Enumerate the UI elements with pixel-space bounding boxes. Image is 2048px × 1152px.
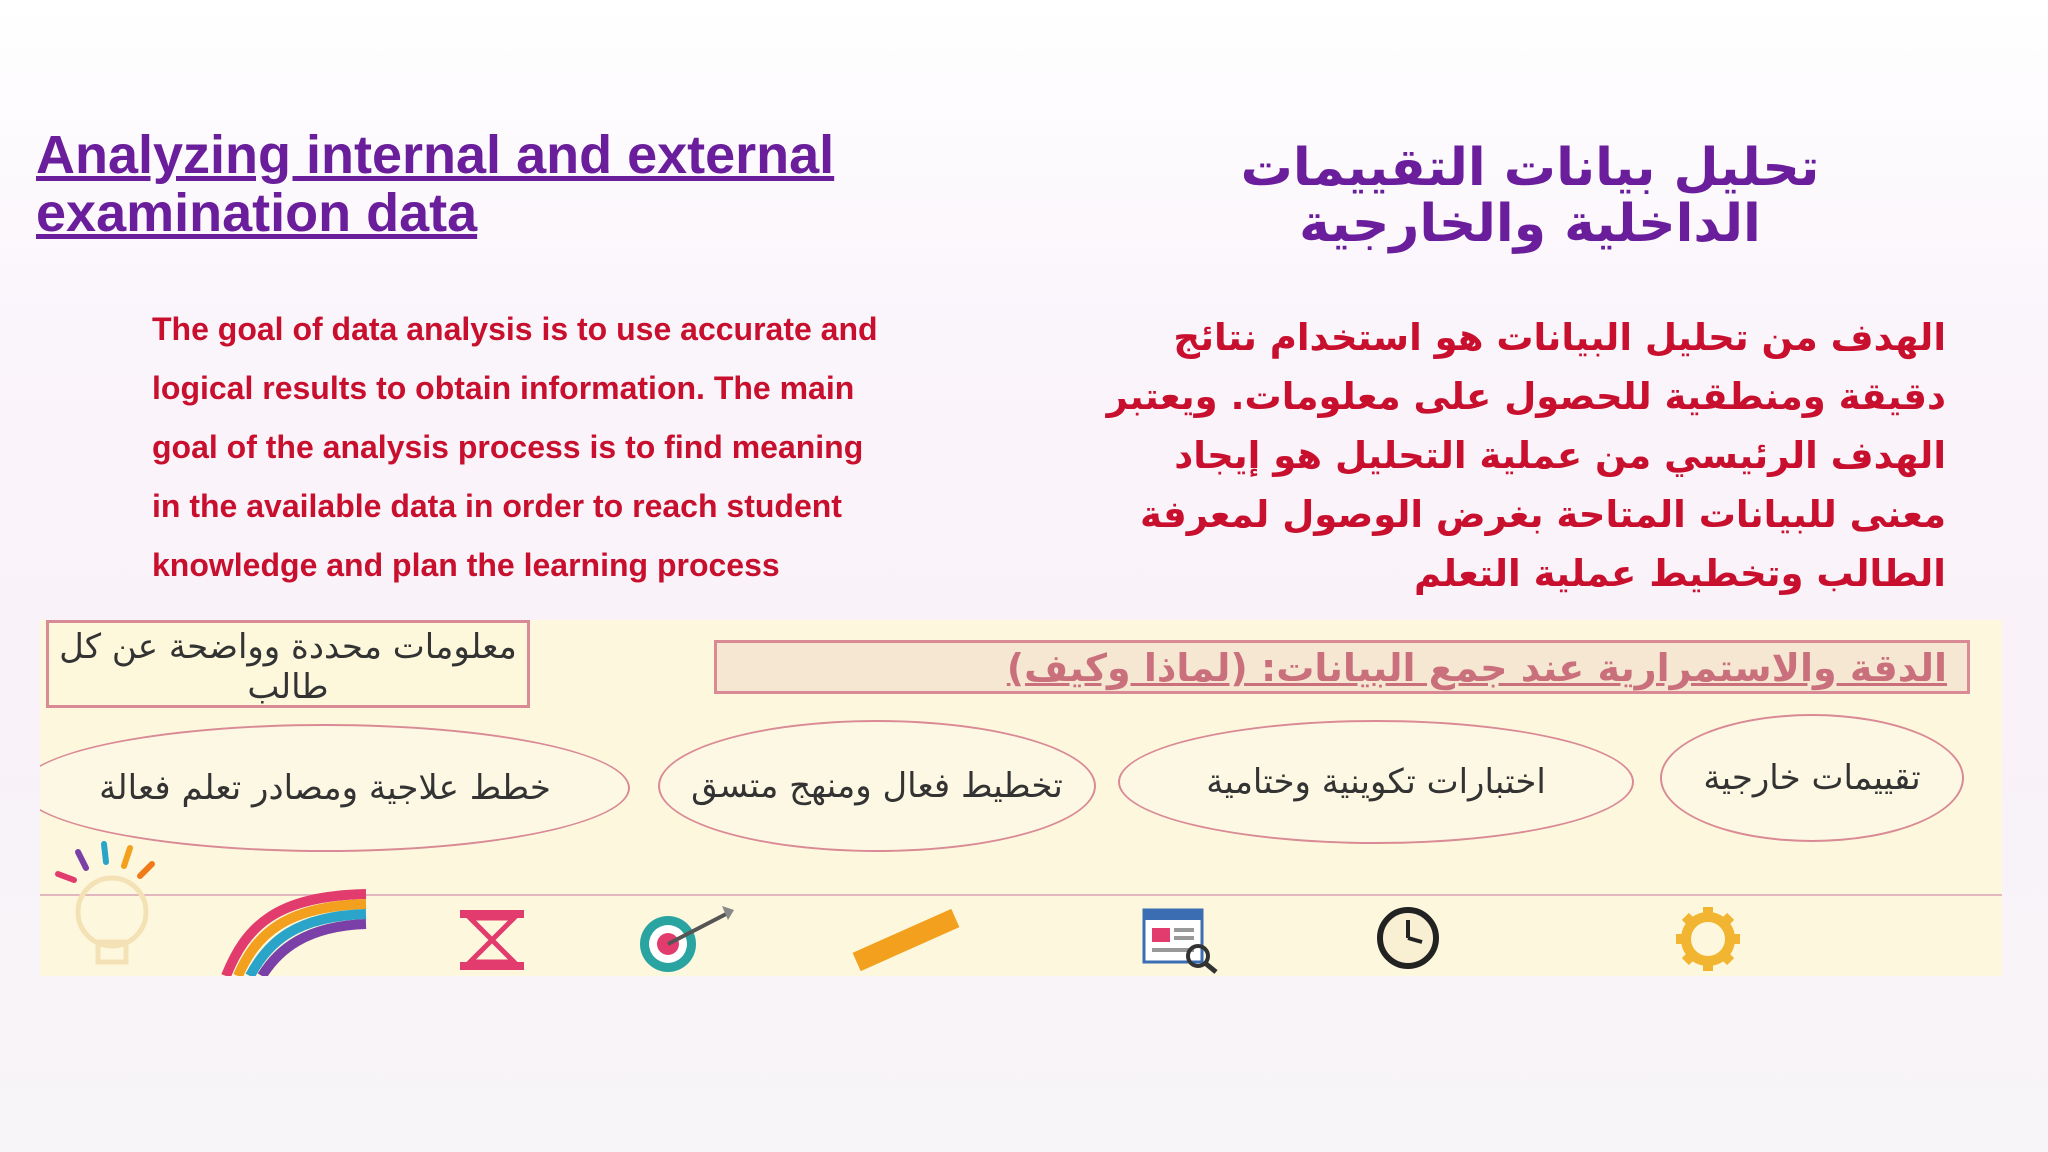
english-title: Analyzing internal and external examination data: [36, 125, 835, 243]
lightbulb-icon: [48, 838, 198, 968]
ruler-icon: [846, 906, 962, 976]
ellipse-formative-summative-tests: اختبارات تكوينية وختامية: [1118, 720, 1634, 844]
english-paragraph: The goal of data analysis is to use accurate and logical results to obtain information. The main goal of the analysis process is to find meaning in the available data in order to reach student knowledge and plan the learning process: [152, 311, 878, 583]
infographic-header: الدقة والاستمرارية عند جمع البيانات: (لماذا وكيف): [714, 640, 1970, 694]
student-info-box: معلومات محددة وواضحة عن كل طالب: [46, 620, 530, 708]
gear-icon: [1660, 906, 1756, 972]
clock-icon: [1370, 906, 1446, 970]
ellipse-remedial-plans: خطط علاجية ومصادر تعلم فعالة: [40, 724, 630, 852]
document-search-icon: [1140, 906, 1220, 974]
hourglass-icon: [454, 908, 530, 972]
arabic-paragraph: الهدف من تحليل البيانات هو استخدام نتائج دقيقة ومنطقية للحصول على معلومات. ويعتبر الهدف الرئيسي من عملية التحليل هو إيجاد معنى للبيانات المتاحة بغرض الوصول لمعرفة الطالب وتخطيط عملية التعلم: [1106, 316, 1946, 595]
target-icon: [630, 904, 740, 974]
data-collection-infographic: [40, 620, 2002, 976]
ellipse-external-assessments: تقييمات خارجية: [1660, 714, 1964, 842]
ellipse-effective-planning: تخطيط فعال ومنهج متسق: [658, 720, 1096, 852]
rainbow-swirl-icon: [216, 886, 396, 976]
arabic-title: تحليل بيانات التقييمات الداخلية والخارجية: [1240, 138, 1820, 254]
